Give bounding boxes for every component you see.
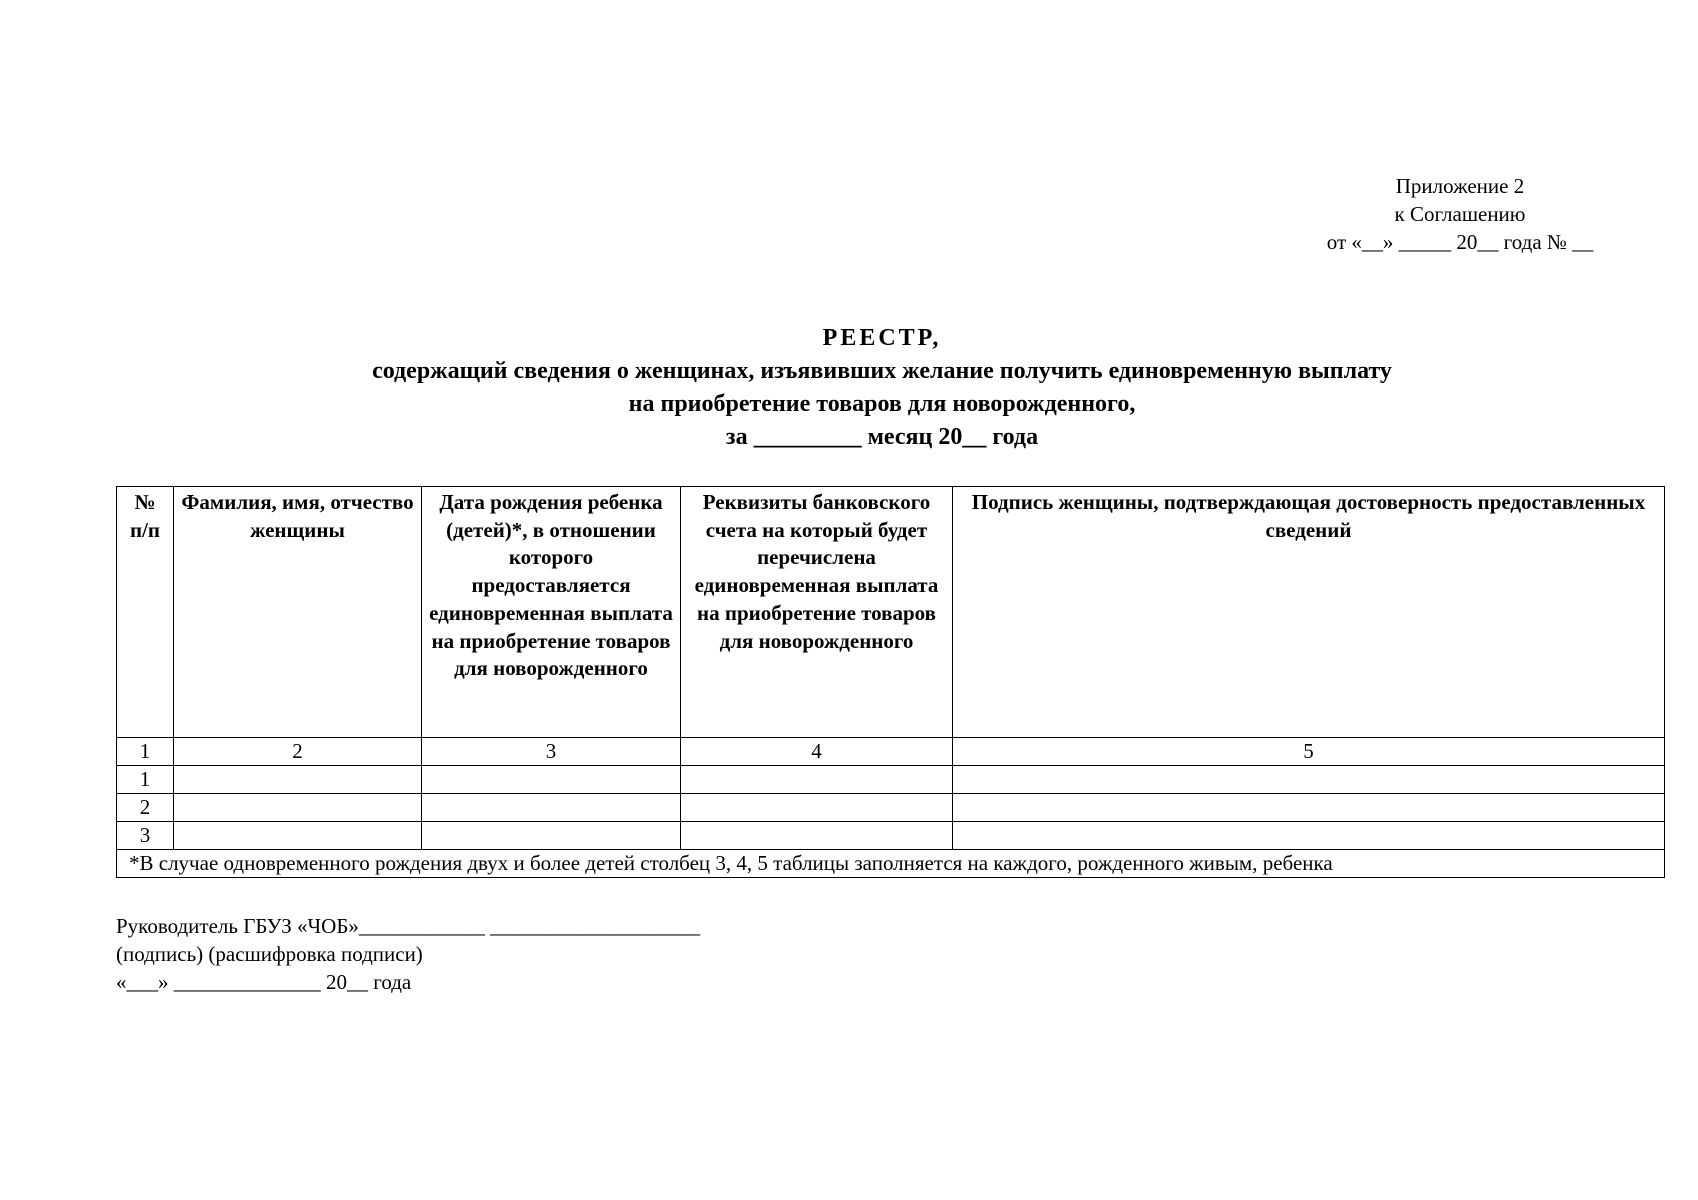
column-number: 4 [681,738,953,766]
birth-date-cell [422,794,681,822]
signature-block [116,912,700,996]
row-number-cell: 3 [117,822,174,850]
bank-details-cell [681,794,953,822]
appendix-number: Приложение 2 [1395,174,1525,198]
signature-date-line: «___» ______________ 20__ года [116,970,412,994]
document-heading [0,322,1698,454]
header-full-name: Фамилия, имя, отчество женщины [174,487,422,738]
registry-table [116,486,1665,878]
signature-cell [953,766,1665,794]
appendix-agreement: к Соглашению [1394,202,1526,226]
signature-head-line: Руководитель ГБУЗ «ЧОБ»____________ ____________________ [116,914,701,938]
header-row-number: № п/п [117,487,174,738]
table-row [117,794,1665,822]
bank-details-cell [681,766,953,794]
appendix-date: от «__» _____ 20__ года № __ [1326,230,1594,254]
column-number: 2 [174,738,422,766]
document-subtitle-line-1: содержащий сведения о женщинах, изъявивших желание получить единовременную выплату [372,358,1392,384]
row-number-cell: 2 [117,794,174,822]
signature-cell [953,794,1665,822]
signature-cell [953,822,1665,850]
document-subtitle-line-2: на приобретение товаров для новорожденного, [628,391,1136,417]
column-number: 5 [953,738,1665,766]
full-name-cell [174,822,422,850]
appendix-reference [1290,172,1630,256]
birth-date-cell [422,766,681,794]
table-footnote: *В случае одновременного рождения двух и более детей столбец 3, 4, 5 таблицы заполняется на каждого, рожденного живым, ребенка [117,850,1665,878]
birth-date-cell [422,822,681,850]
column-number-row [117,738,1665,766]
bank-details-cell [681,822,953,850]
table-header-row [117,487,1665,738]
full-name-cell [174,794,422,822]
row-number-cell: 1 [117,766,174,794]
footnote-row [117,850,1665,878]
column-number: 1 [117,738,174,766]
table-row [117,822,1665,850]
full-name-cell [174,766,422,794]
column-number: 3 [422,738,681,766]
table-row [117,766,1665,794]
header-bank-details: Реквизиты банковского счета на который будет перечислена единовременная выплата на приобретение товаров для новорожденного [681,487,953,738]
header-signature: Подпись женщины, подтверждающая достоверность предоставленных сведений [953,487,1665,738]
signature-caption: (подпись) (расшифровка подписи) [116,942,423,966]
document-title: РЕЕСТР, [822,325,942,351]
document-period: за _________ месяц 20__ года [725,424,1039,450]
header-birth-date: Дата рождения ребенка (детей)*, в отношении которого предоставляется единовременная выплата на приобретение товаров для новорожденного [422,487,681,738]
